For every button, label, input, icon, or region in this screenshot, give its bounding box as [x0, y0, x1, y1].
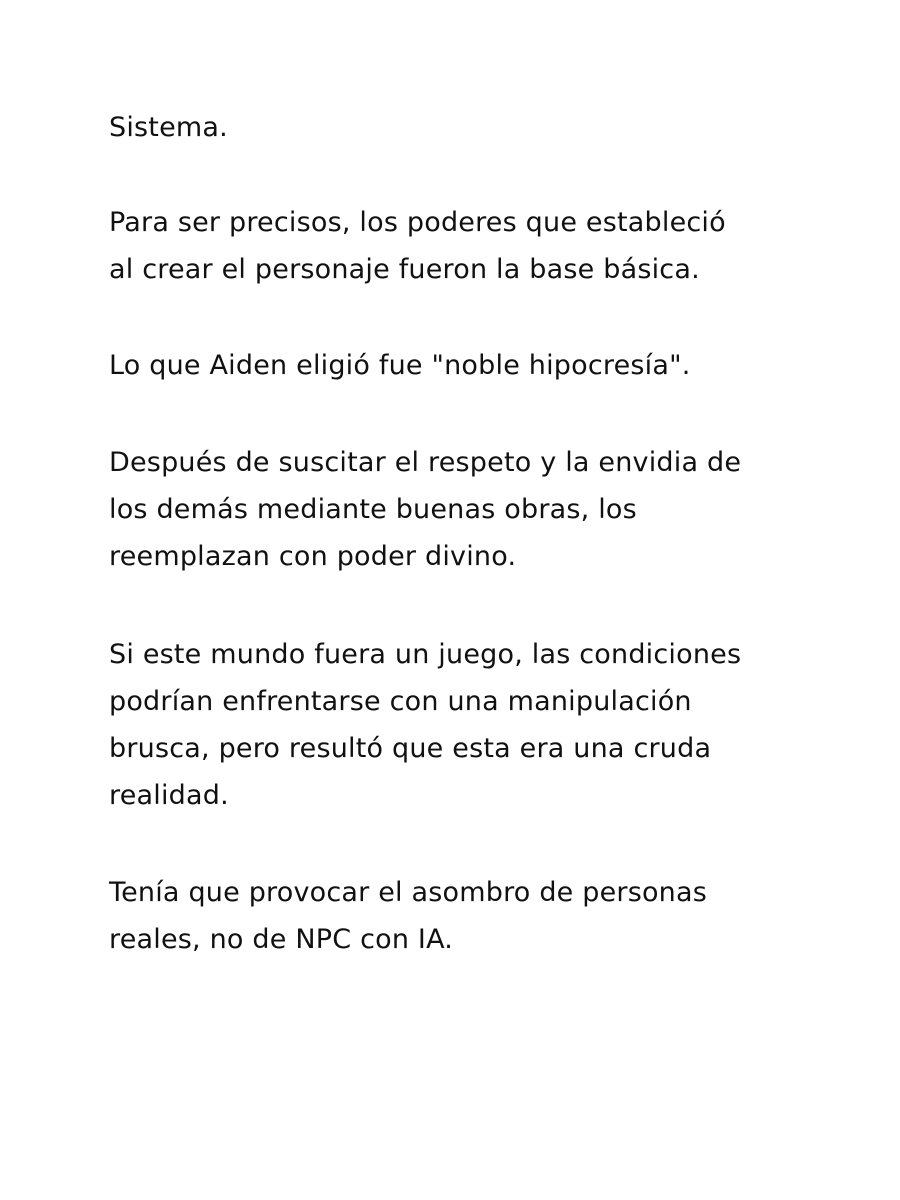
text-line: los demás mediante buenas obras, los: [109, 494, 637, 525]
text-line: podrían enfrentarse con una manipulación: [109, 686, 692, 717]
text-line: Lo que Aiden eligió fue "noble hipocresía".: [109, 350, 691, 381]
paragraph-4: [109, 439, 809, 580]
text-line: reemplazan con poder divino.: [109, 541, 517, 572]
text-line: Sistema.: [109, 112, 228, 143]
paragraph-2: [109, 199, 809, 293]
paragraph-3: [109, 342, 809, 389]
text-line: Después de suscitar el respeto y la envidia de: [109, 447, 742, 478]
text-line: realidad.: [109, 780, 229, 811]
paragraph-5: [109, 631, 809, 819]
paragraph-6: [109, 869, 809, 963]
paragraph-1: [109, 104, 809, 151]
text-line: Tenía que provocar el asombro de personas: [109, 877, 708, 908]
text-line: reales, no de NPC con IA.: [109, 924, 454, 955]
text-line: Para ser precisos, los poderes que estableció: [109, 207, 726, 238]
text-line: Si este mundo fuera un juego, las condiciones: [109, 639, 742, 670]
text-line: brusca, pero resultó que esta era una cruda: [109, 733, 712, 764]
text-line: al crear el personaje fueron la base básica.: [109, 254, 700, 285]
